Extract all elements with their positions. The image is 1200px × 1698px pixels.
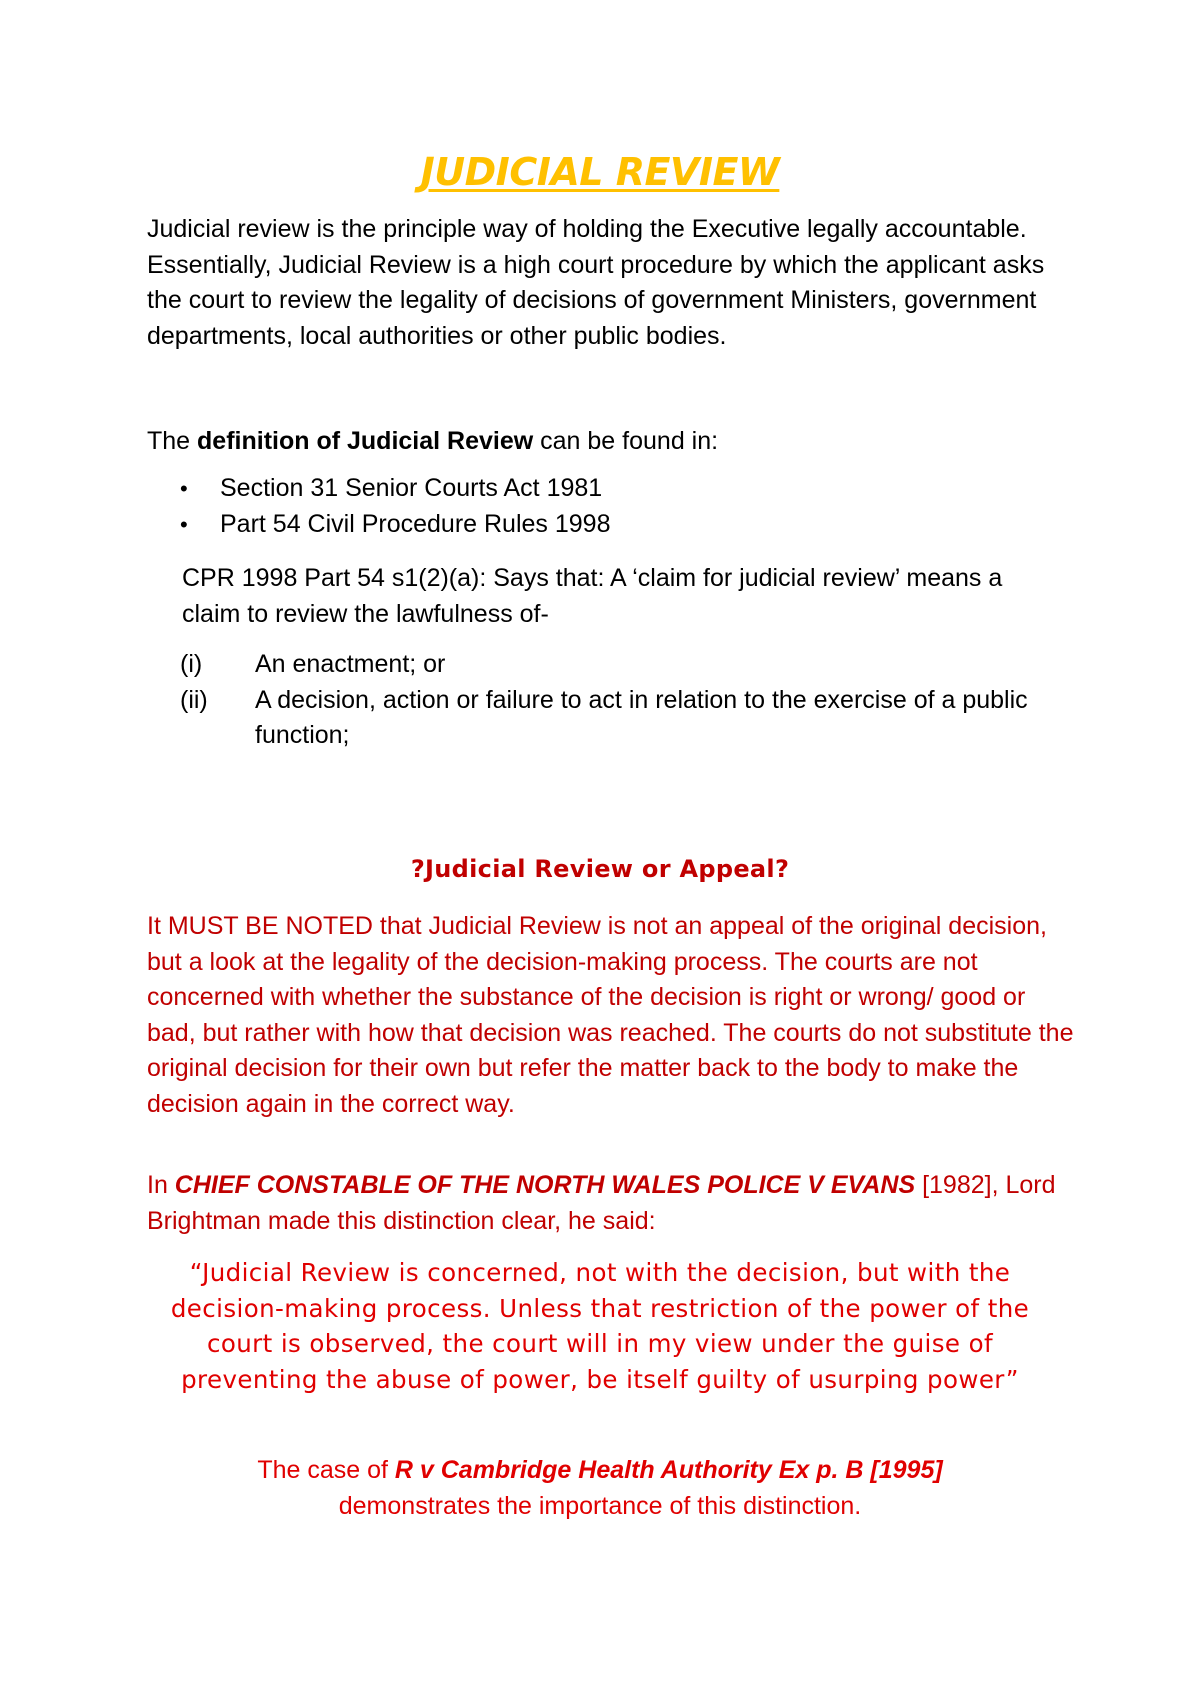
list-item-text: Part 54 Civil Procedure Rules 1998 [220, 509, 611, 538]
evans-suffix: [1982], Lord Brightman made this distinction clear, he said: [147, 1171, 1056, 1235]
bullet-icon: • [180, 476, 188, 501]
evans-prefix: In [147, 1171, 175, 1199]
definition-line [147, 424, 1077, 460]
brightman-quote: “Judicial Review is concerned, not with the decision, but with the decision-making process. Unless that restriction of the power of the court is observed, the court will in my view under the guise of preventing the abuse of power, be itself guilty of usurping power” [170, 1258, 1030, 1394]
list-item [180, 507, 610, 543]
cpr-paragraph: CPR 1998 Part 54 s1(2)(a): Says that: A ‘claim for judicial review’ means a claim to review the lawfulness of- [182, 564, 1003, 628]
list-item [180, 683, 1080, 754]
roman-list [180, 647, 1080, 754]
evans-paragraph [147, 1168, 1077, 1239]
source-list [180, 471, 610, 542]
intro-paragraph: Judicial review is the principle way of holding the Executive legally accountable. Essentially, Judicial Review is a high court procedure by which the applicant asks the court to review the legality of decisions of government Ministers, government departments, local authorities or other public bodies. [147, 215, 1045, 350]
appeal-paragraph: It MUST BE NOTED that Judicial Review is not an appeal of the original decision, but a look at the legality of the decision-making process. The courts are not concerned with whether the substance of the decision is right or wrong/ good or bad, but rather with how that decision was reached. The courts do not substitute the original decision for their own but refer the matter back to the body to make the decision again in the correct way. [147, 912, 1074, 1118]
definition-bold: definition of Judicial Review [197, 427, 534, 455]
document-title: JUDICIAL REVIEW [420, 150, 780, 194]
definition-suffix: can be found in: [533, 427, 719, 455]
cambridge-paragraph [0, 1453, 1200, 1524]
list-item-text: An enactment; or [255, 650, 446, 678]
cambridge-prefix: The case of [257, 1456, 395, 1484]
list-item [180, 647, 1080, 683]
list-item-text: A decision, action or failure to act in relation to the exercise of a public function; [255, 685, 1028, 749]
list-item [180, 471, 610, 507]
section-heading: ?Judicial Review or Appeal? [410, 855, 790, 883]
bullet-icon: • [180, 511, 188, 537]
cambridge-suffix: demonstrates the importance of this distinction. [338, 1491, 862, 1520]
list-item-number: (i) [180, 650, 203, 678]
definition-prefix: The [147, 427, 198, 455]
cambridge-case-name: R v Cambridge Health Authority Ex p. B [1995] [394, 1456, 943, 1484]
list-item-number: (ii) [180, 685, 208, 714]
evans-case-name: CHIEF CONSTABLE OF THE NORTH WALES POLICE V EVANS [174, 1171, 916, 1199]
list-item-text: Section 31 Senior Courts Act 1981 [220, 474, 603, 502]
